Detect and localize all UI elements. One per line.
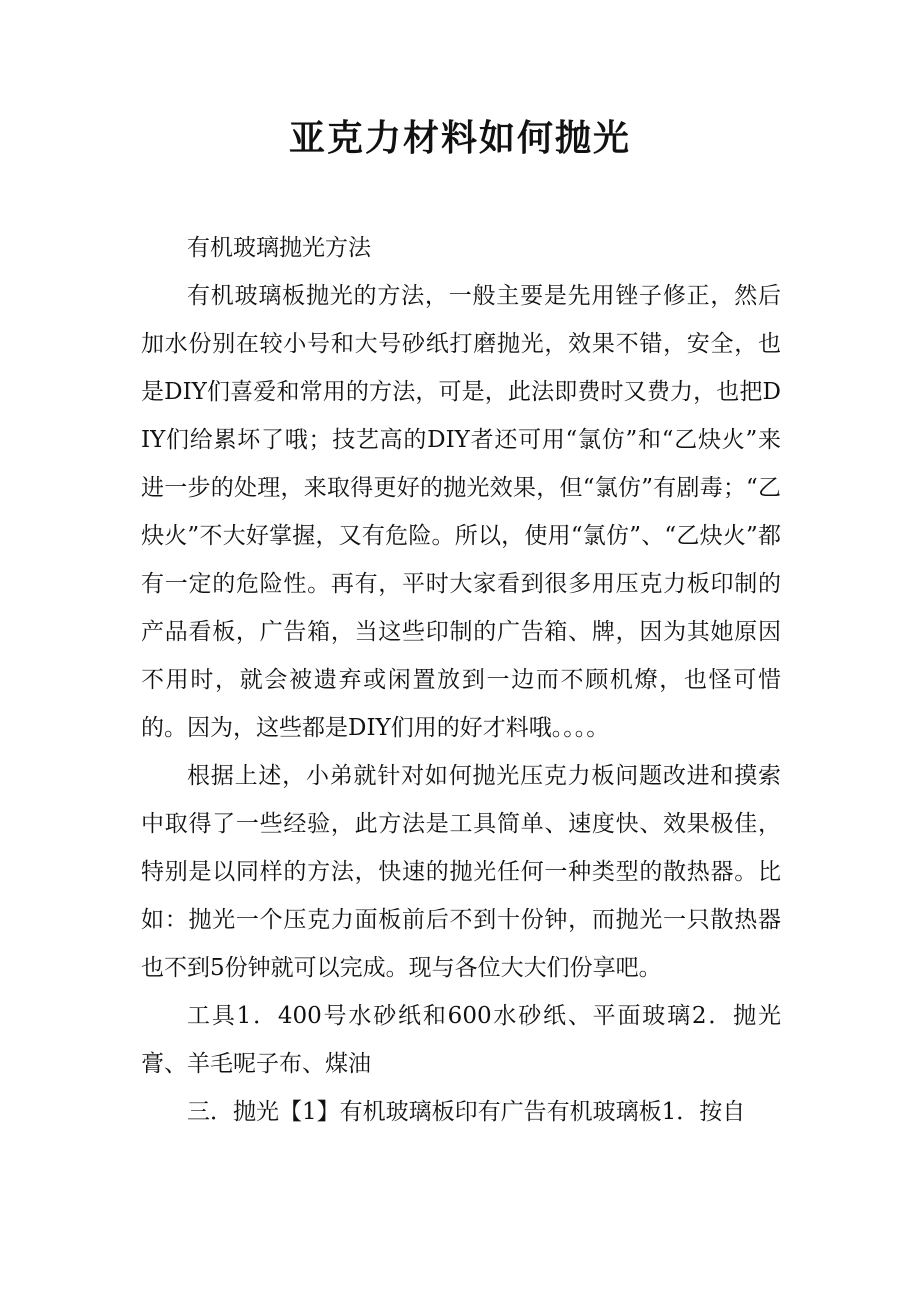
paragraph-polishing-step: 三．抛光【1】有机玻璃板印有广告有机玻璃板1．按自 <box>187 1099 746 1125</box>
section-heading: 有机玻璃抛光方法 <box>187 235 371 261</box>
paragraph-intro: 有机玻璃板抛光的方法，一般主要是先用锉子修正，然后加水份别在较小号和大号砂纸打磨抛光，效果不错，安全，也是DIY们喜爱和常用的方法，可是，此法即费时又费力，也把DIY们给累坏了哦；技艺高的DIY者还可用“氯仿”和“乙炔火”来进一步的处理，来取得更好的抛光效果，但“氯仿”有剧毒；“乙炔火”不大好掌握，又有危险。所以，使用“氯仿”、“乙炔火”都有一定的危险性。再有，平时大家看到很多用压克力板印制的产品看板，广告箱，当这些印制的广告箱、牌，因为其她原因不用时，就会被遗弃或闲置放到一边而不顾机燎，也怪可惜的。因为，这些都是DIY们用的好才料哦。。。。 <box>141 283 781 741</box>
paragraph-tools: 工具1．400号水砂纸和600水砂纸、平面玻璃2．抛光膏、羊毛呢子布、煤油 <box>141 1003 781 1077</box>
document-body <box>141 224 781 1136</box>
document-title: 亚克力材料如何抛光 <box>288 117 631 159</box>
paragraph-experience: 根据上述，小弟就针对如何抛光压克力板问题改进和摸索中取得了一些经验，此方法是工具简单、速度快、效果极佳，特别是以同样的方法，快速的抛光任何一种类型的散热器。比如：抛光一个压克力面板前后不到十份钟，而抛光一只散热器也不到5份钟就可以完成。现与各位大大们份享吧。 <box>141 763 781 981</box>
